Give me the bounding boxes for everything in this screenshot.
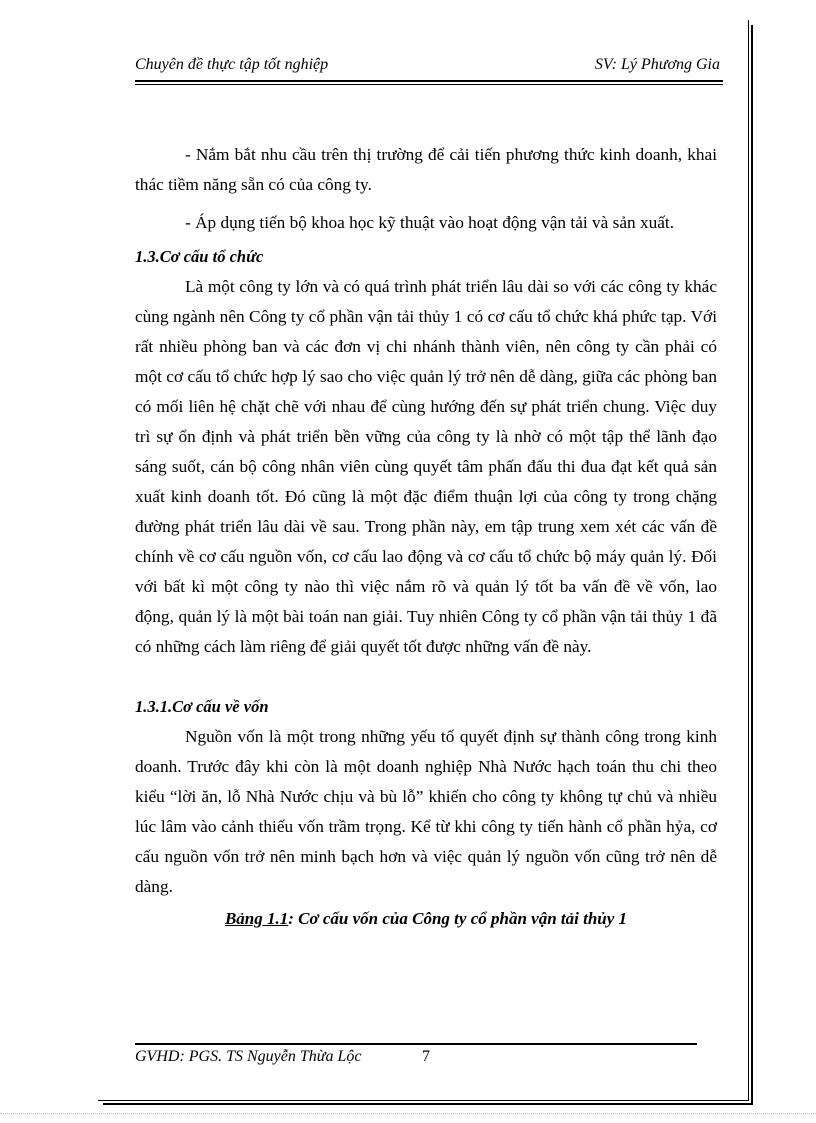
bullet-paragraph: - Áp dụng tiến bộ khoa học kỹ thuật vào hoạt động vận tải và sản xuất. (185, 213, 675, 232)
page-break-line (0, 1113, 816, 1114)
header-rule (135, 80, 723, 82)
section-heading-1-3: 1.3.Cơ cấu tổ chức (135, 247, 264, 266)
page-content (135, 140, 717, 934)
page-number: 7 (422, 1048, 430, 1065)
header-document-title: Chuyên đề thực tập tốt nghiệp (135, 56, 329, 73)
bullet-paragraph: - Nắm bắt nhu cầu trên thị trường để cải tiến phương thức kinh doanh, khai thác tiềm năng sẵn có của công ty. (135, 145, 717, 194)
table-caption (135, 904, 717, 934)
footer-rule (135, 1043, 697, 1045)
footer-supervisor: GVHD: PGS. TS Nguyễn Thừa Lộc (135, 1048, 362, 1065)
section-1-3-1-paragraph: Nguồn vốn là một trong những yếu tố quyết định sự thành công trong kinh doanh. Trước đây khi còn là một doanh nghiệp Nhà Nước hạch toán thu chi theo kiểu “lời ăn, lỗ Nhà Nước chịu và bù lỗ” khiến cho công ty không tự chủ và nhiều lúc lâm vào cảnh thiếu vốn trầm trọng. Kể từ khi công ty tiến hành cổ phần hỷa, cơ cấu nguồn vốn trở nên minh bạch hơn và việc quản lý nguồn vốn cũng trở nên dễ dàng. (135, 727, 717, 896)
table-caption-label: Bảng 1.1 (224, 909, 289, 928)
header-student-name: SV: Lý Phương Gia (594, 56, 720, 73)
section-1-3-paragraph: Là một công ty lớn và có quá trình phát triển lâu dài so với các công ty khác cùng ngành nên Công ty cổ phần vận tải thủy 1 có cơ cấu tổ chức khá phức tạp. Với rất nhiều phòng ban và các đơn vị chi nhánh thành viên, nên công ty cần phải có một cơ cấu tổ chức hợp lý sao cho việc quản lý trở nên dễ dàng, giữa các phòng ban có mối liên hệ chặt chẽ với nhau để cùng hướng đến sự phát triển chung. Việc duy trì sự ổn định và phát triển bền vững của công ty là nhờ có một tập thể lãnh đạo sáng suốt, cán bộ công nhân viên cùng quyết tâm phấn đấu thi đua đạt kết quả sản xuất kinh doanh tốt. Đó cũng là một đặc điểm thuận lợi của công ty trong chặng đường phát triển lâu dài về sau. Trong phần này, em tập trung xem xét các vấn đề chính về cơ cấu nguồn vốn, cơ cấu lao động và cơ cấu tổ chức bộ máy quản lý. Đối với bất kì một công ty nào thì việc nắm rõ và quản lý tốt ba vấn đề về vốn, lao động, quản lý là một bài toán nan giải. Tuy nhiên Công ty cổ phần vận tải thủy 1 đã có những cách làm riêng để giải quyết tốt được những vấn đề này. (135, 277, 717, 656)
header-rule-thin (135, 84, 723, 85)
page-header (135, 56, 720, 78)
section-heading-1-3-1: 1.3.1.Cơ cấu về vốn (135, 697, 269, 716)
table-caption-text: : Cơ cấu vốn của Công ty cổ phần vận tải thủy 1 (288, 909, 628, 928)
